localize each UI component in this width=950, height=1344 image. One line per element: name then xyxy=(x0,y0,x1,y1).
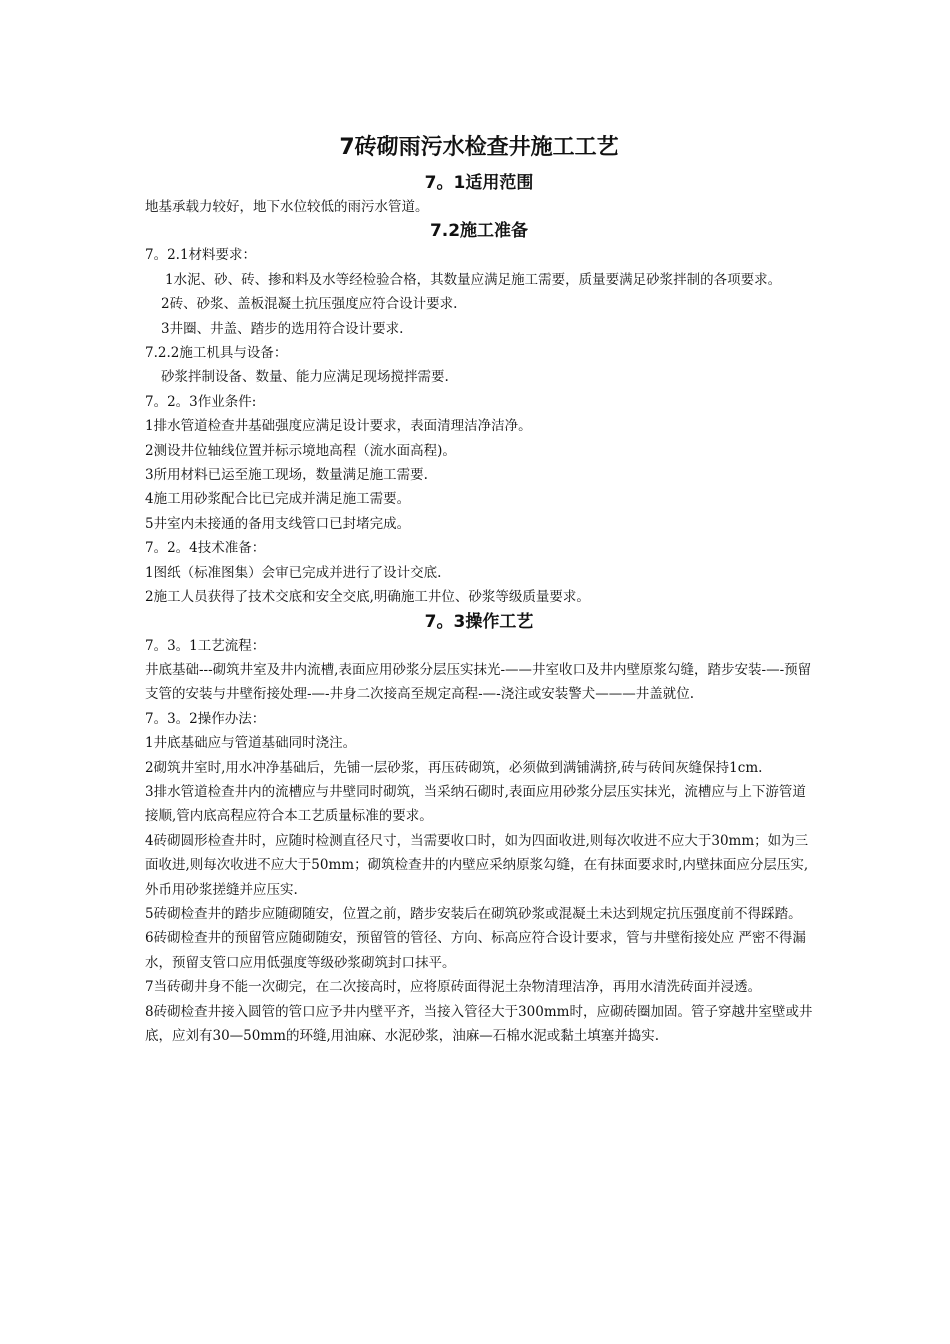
paragraph: 7.2.2施工机具与设备： xyxy=(145,345,288,362)
paragraph: 7当砖砌井身不能一次砌完，在二次接高时，应将原砖面得泥土杂物清理洁净，再用水清洗砖面并浸透。 xyxy=(145,979,762,996)
paragraph: 井底基础---砌筑井室及井内流槽,表面应用砂浆分层压实抹光-——井室收口及井内壁原浆勾缝，踏步安装-—-预留支管的安装与井壁衔接处理-—-井身二次接高至规定高程-—-浇注或安装警犬———井盖就位. xyxy=(145,661,812,703)
paragraph: 4施工用砂浆配合比已完成并满足施工需要。 xyxy=(145,491,411,508)
paragraph: 2施工人员获得了技术交底和安全交底,明确施工井位、砂浆等级质量要求。 xyxy=(145,589,590,606)
paragraph: 5砖砌检查井的踏步应随砌随安，位置之前，踏步安装后在砌筑砂浆或混凝土未达到规定抗压强度前不得踩踏。 xyxy=(145,905,802,922)
paragraph: 2砌筑井室时,用水冲净基础后，先铺一层砂浆，再压砖砌筑，必须做到满铺满挤,砖与砖间灰缝保持1cm. xyxy=(145,759,763,776)
paragraph: 5井室内未接通的备用支线管口已封堵完成。 xyxy=(145,515,411,532)
paragraph: 6砖砌检查井的预留管应随砌随安，预留管的管径、方向、标高应符合设计要求，管与井壁衔接处应 严密不得漏水，预留支管口应用低强度等级砂浆砌筑封口抹平。 xyxy=(145,930,806,971)
paragraph: 1井底基础应与管道基础同时浇注。 xyxy=(145,735,357,752)
section-heading-preparation: 7.2施工准备 xyxy=(429,221,529,242)
paragraph: 7。2.1材料要求： xyxy=(145,247,257,264)
paragraph: 3排水管道检查井内的流槽应与井壁同时砌筑，当采纳石砌时,表面应用砂浆分层压实抹光，流槽应与上下游管道接顺,管内底高程应符合本工艺质量标准的要求。 xyxy=(145,783,806,825)
paragraph: 2砖、砂浆、盖板混凝土抗压强度应符合设计要求. xyxy=(161,296,458,313)
paragraph: 4砖砌圆形检查井时，应随时检测直径尺寸，当需要收口时，如为四面收进,则每次收进不应大于30mm；如为三面收进,则每次收进不应大于50mm；砌筑检查井的内壁应采纳原浆勾缝，在有抹面要求时,内壁抹面应分层压实,外币用砂浆搓缝并应压实. xyxy=(145,832,809,898)
section-heading-scope: 7。1适用范围 xyxy=(424,173,534,193)
section-heading-operation: 7。3操作工艺 xyxy=(424,611,534,632)
document-title: 7砖砌雨污水检查井施工工艺 xyxy=(339,135,619,160)
paragraph: 砂浆拌制设备、数量、能力应满足现场搅拌需要. xyxy=(161,369,449,386)
paragraph: 1水泥、砂、砖、掺和料及水等经检验合格，其数量应满足施工需要，质量要满足砂浆拌制的各项要求。 xyxy=(165,271,782,288)
document-body xyxy=(145,133,813,1048)
paragraph: 8砖砌检查井接入圆管的管口应予井内壁平齐，当接入管径大于300mm时，应砌砖圈加固。管子穿越井室壁或井底，应刘有30—50mm的环缝,用油麻、水泥砂浆，油麻—石棉水泥或黏土填塞并捣实. xyxy=(145,1003,813,1044)
paragraph: 3井圈、井盖、踏步的选用符合设计要求. xyxy=(161,320,404,337)
paragraph: 7。2。3作业条件: xyxy=(145,393,257,410)
paragraph: 7。3。2操作办法： xyxy=(145,710,266,727)
paragraph: 1排水管道检查井基础强度应满足设计要求，表面清理洁净洁净。 xyxy=(145,418,532,435)
scope-text: 地基承载力较好，地下水位较低的雨污水管道。 xyxy=(145,199,429,215)
paragraph: 1图纸（标准图集）会审已完成并进行了设计交底. xyxy=(145,564,442,581)
paragraph: 7。2。4技术准备： xyxy=(145,540,266,557)
paragraph: 2测设井位轴线位置并标示境地高程（流水面高程)。 xyxy=(145,442,456,459)
paragraph: 7。3。1工艺流程： xyxy=(145,637,266,654)
paragraph: 3所用材料已运至施工现场，数量满足施工需要. xyxy=(145,467,428,484)
